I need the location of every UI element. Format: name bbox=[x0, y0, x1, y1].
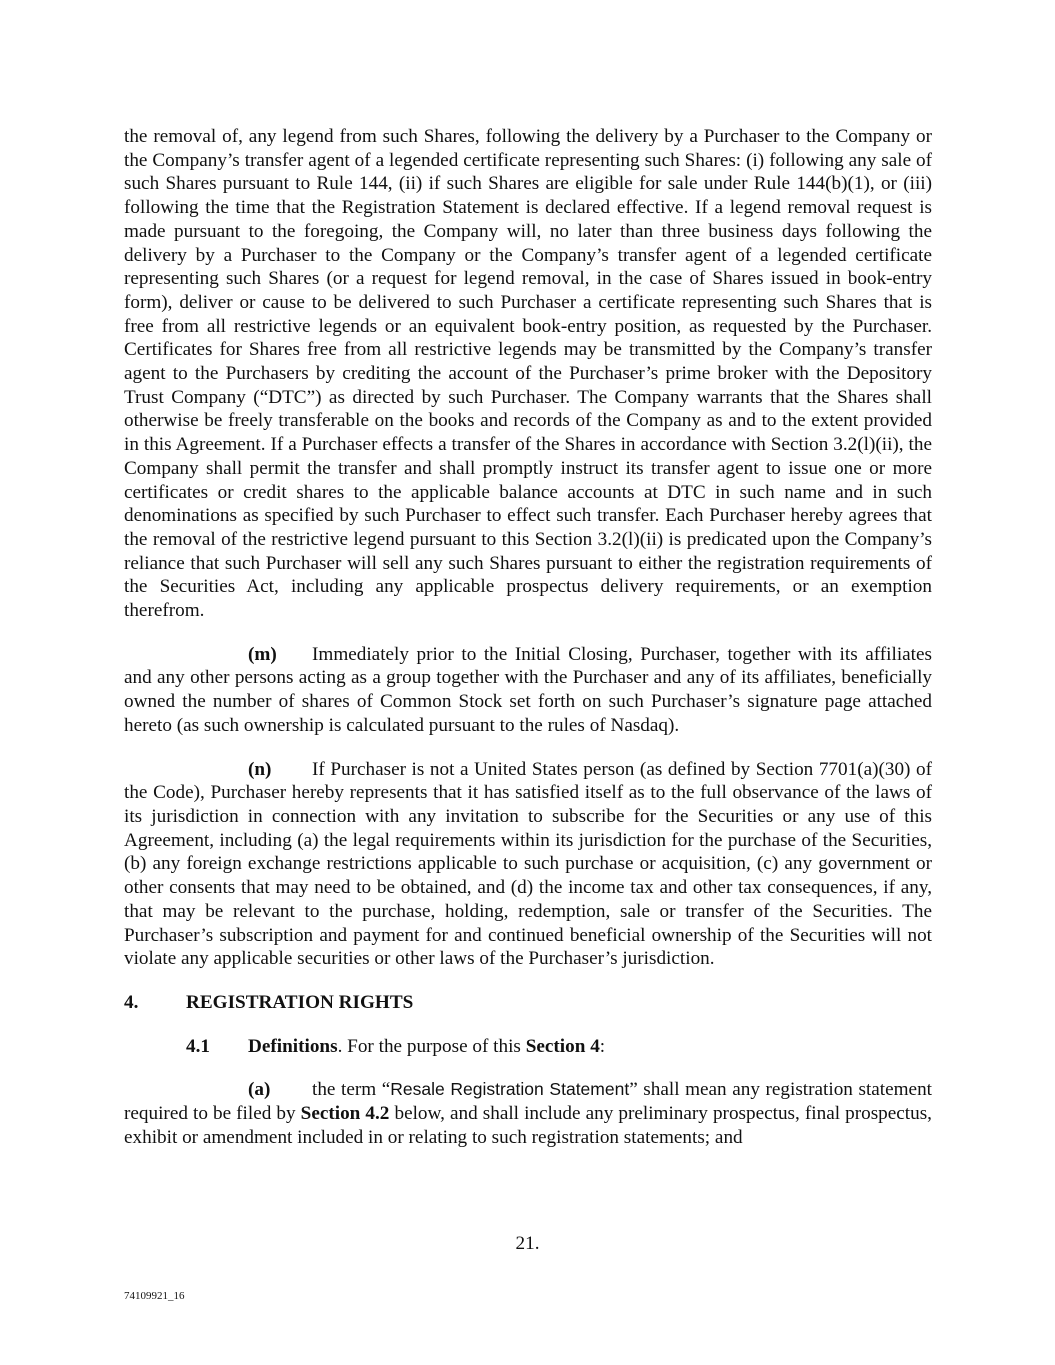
section-4-title: REGISTRATION RIGHTS bbox=[186, 991, 414, 1013]
paragraph-m-text: Immediately prior to the Initial Closing, Purchaser, together with its affiliates and any other persons acting as a group together with the Purchaser and any of its affiliates, beneficially owned the number of shares of Common Stock set forth on such Purchaser’s signature page attached hereto (as such ownership is calculated pursuant to the rules of Nasdaq). bbox=[124, 643, 932, 736]
section-4-1 bbox=[124, 1035, 932, 1059]
paragraph-a-text-3: below, and shall include any preliminary prospectus, final prospectus, exhibit or amendment included in or relating to such registration statements; and bbox=[124, 1103, 932, 1148]
section-4-number: 4. bbox=[124, 991, 139, 1013]
paragraph-a-text-1: the term “ bbox=[312, 1079, 391, 1101]
paragraph-a-text-2: ” shall mean any registration statement required to be filed by bbox=[124, 1079, 932, 1125]
document-id: 74109921_16 bbox=[124, 1290, 185, 1302]
paragraph-n bbox=[124, 758, 932, 971]
page-number: 21. bbox=[515, 1233, 540, 1254]
section-4-1-number: 4.1 bbox=[186, 1035, 210, 1057]
paragraph-m-label: (m) bbox=[248, 643, 277, 665]
section-4-1-title: Definitions bbox=[248, 1035, 338, 1057]
section-4-1-ref: Section 4 bbox=[525, 1035, 600, 1057]
paragraph-l-continuation: the removal of, any legend from such Shares, following the delivery by a Purchaser to the Company or the Company’s transfer agent of a legended certificate representing such Shares: (i) following any sale of such Shares pursuant to Rule 144, (ii) if such Shares are eligible for sale under Rule 144(b)(1), or (iii) following the time that the Registration Statement is declared effective. If a legend removal request is made pursuant to the foregoing, the Company will, no later than three business days following the delivery by a Purchaser to the Company or the Company’s transfer agent of a legended certificate representing such Shares (or a request for legend removal, in the case of Shares issued in book-entry form), deliver or cause to be delivered to such Purchaser a certificate representing such Shares that is free from all restrictive legends or an equivalent book-entry position, as requested by the Purchaser. Certificates for Shares free from all restrictive legends may be transmitted by the Company’s transfer agent to the Purchasers by crediting the account of the Purchaser’s prime broker with the Depository Trust Company (“DTC”) as directed by such Purchaser. The Company warrants that the Shares shall otherwise be freely transferable on the books and records of the Company as and to the extent provided in this Agreement. If a Purchaser effects a transfer of the Shares in accordance with Section 3.2(l)(ii), the Company shall permit the transfer and shall promptly instruct its transfer agent to issue one or more certificates or credit shares to the applicable balance accounts at DTC in such name and in such denominations as specified by such Purchaser to effect such transfer. Each Purchaser hereby agrees that the removal of the restrictive legend pursuant to this Section 3.2(l)(ii) is predicated upon the Company’s reliance that such Purchaser will sell any such Shares pursuant to either the registration requirements of the Securities Act, including any applicable prospectus delivery requirements, or an exemption therefrom. bbox=[124, 126, 932, 622]
section-4-1-text-a: . For the purpose of this bbox=[337, 1035, 526, 1057]
section-4-1-text-b: : bbox=[599, 1035, 606, 1057]
paragraph-n-label: (n) bbox=[248, 758, 272, 780]
section-4-heading bbox=[124, 991, 932, 1015]
document-body bbox=[124, 125, 932, 1149]
paragraph-n-text: If Purchaser is not a United States person (as defined by Section 7701(a)(30) of the Code), Purchaser hereby represents that it has satisfied itself as to the full observance of the laws of its jurisdiction in connection with any invitation to subscribe for the Securities or any use of this Agreement, including (a) the legal requirements within its jurisdiction for the purchase of the Securities, (b) any foreign exchange restrictions applicable to such purchase or acquisition, (c) any government or other consents that may need to be obtained, and (d) the income tax and other tax consequences, if any, that may be relevant to the purchase, holding, redemption, sale or transfer of the Securities. The Purchaser’s subscription and payment for and continued beneficial ownership of the Securities will not violate any applicable securities or other laws of the Purchaser’s jurisdiction. bbox=[124, 758, 932, 970]
paragraph-a-ref: Section 4.2 bbox=[300, 1103, 390, 1125]
paragraph-m bbox=[124, 643, 932, 738]
paragraph-a bbox=[124, 1078, 932, 1149]
paragraph-a-label: (a) bbox=[248, 1079, 271, 1101]
paragraph-a-term: Resale Registration Statement bbox=[390, 1079, 630, 1100]
